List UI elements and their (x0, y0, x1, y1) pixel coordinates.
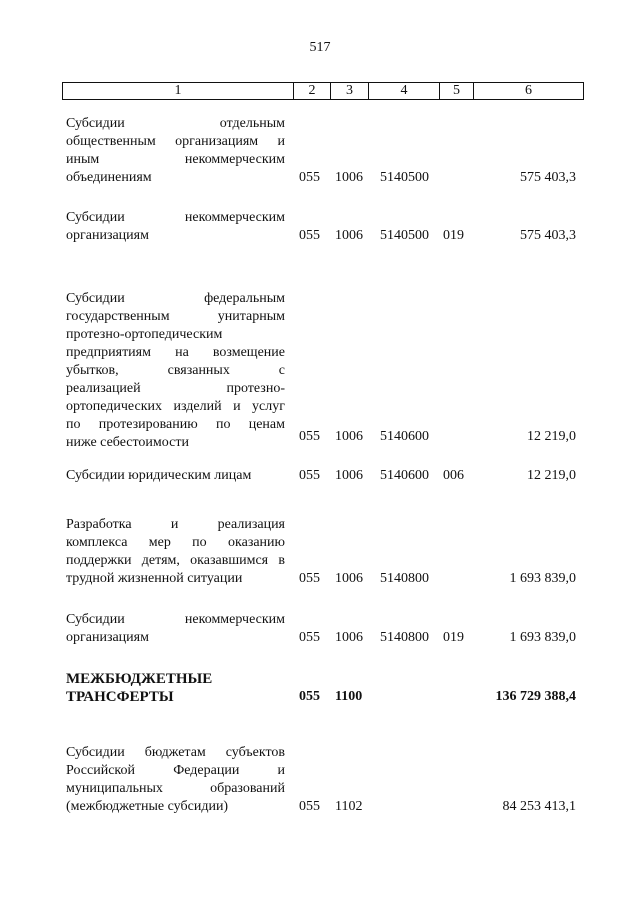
cell-section: 1006 (335, 228, 363, 243)
row-description (66, 209, 285, 245)
cell-target: 5140800 (380, 571, 429, 586)
description-line: по протезированию по ценам (66, 417, 285, 432)
header-col-6: 6 (525, 83, 532, 98)
description-line: комплекса мер по оказанию (66, 535, 285, 550)
description-line: реализацией протезно- (66, 381, 285, 396)
cell-section: 1102 (335, 799, 363, 814)
cell-ministry: 055 (299, 689, 320, 704)
cell-section: 1006 (335, 468, 363, 483)
description-line: ортопедических изделий и услуг (66, 399, 285, 414)
description-line: муниципальных образований (66, 781, 285, 796)
cell-amount: 12 219,0 (527, 468, 576, 483)
description-line: (межбюджетные субсидии) (66, 799, 229, 814)
row-description (66, 744, 285, 816)
section-title (66, 670, 285, 706)
description-line: организациям (66, 228, 149, 243)
cell-section: 1100 (335, 689, 363, 704)
cell-amount: 136 729 388,4 (495, 689, 576, 704)
description-line: государственным унитарным (66, 309, 285, 324)
cell-ministry: 055 (299, 468, 320, 483)
description-line: убытков, связанных с (66, 363, 285, 378)
description-line: Российской Федерации и (66, 763, 285, 778)
cell-target: 5140600 (380, 429, 429, 444)
description-line: Субсидии юридическим лицам (66, 468, 252, 483)
cell-section: 1006 (335, 429, 363, 444)
description-line: иным некоммерческим (66, 152, 285, 167)
row-description (66, 516, 285, 588)
header-col-4: 4 (369, 83, 440, 99)
header-col-5: 5 (440, 83, 474, 99)
cell-target: 5140500 (380, 228, 429, 243)
cell-ministry: 055 (299, 429, 320, 444)
cell-section: 1006 (335, 571, 363, 586)
cell-amount: 12 219,0 (527, 429, 576, 444)
description-line: объединениям (66, 170, 152, 185)
cell-ministry: 055 (299, 799, 320, 814)
row-description (66, 115, 285, 187)
description-line: общественным организациям и (66, 134, 285, 149)
description-line: Субсидии некоммерческим (66, 612, 285, 627)
cell-ministry: 055 (299, 630, 320, 645)
row-description (66, 290, 285, 452)
cell-amount: 575 403,3 (520, 170, 576, 185)
cell-expense-type: 019 (443, 228, 464, 243)
header-col-2: 2 (294, 83, 331, 99)
description-line: Субсидии отдельным (66, 116, 285, 131)
description-line: Разработка и реализация (66, 517, 285, 532)
cell-section: 1006 (335, 170, 363, 185)
cell-expense-type: 006 (443, 468, 464, 483)
cell-amount: 1 693 839,0 (509, 571, 576, 586)
description-line: Субсидии некоммерческим (66, 210, 285, 225)
description-line: Субсидии федеральным (66, 291, 285, 306)
cell-section: 1006 (335, 630, 363, 645)
description-line: МЕЖБЮДЖЕТНЫЕ (66, 671, 213, 687)
description-line: организациям (66, 630, 149, 645)
description-line: поддержки детям, оказавшимся в (66, 553, 285, 568)
cell-amount: 84 253 413,1 (502, 799, 576, 814)
cell-target: 5140600 (380, 468, 429, 483)
description-line: предприятиям на возмещение (66, 345, 285, 360)
cell-ministry: 055 (299, 228, 320, 243)
description-line: трудной жизненной ситуации (66, 571, 243, 586)
cell-amount: 1 693 839,0 (509, 630, 576, 645)
page-number: 517 (309, 40, 331, 55)
cell-target: 5140800 (380, 630, 429, 645)
row-description (66, 611, 285, 647)
cell-ministry: 055 (299, 571, 320, 586)
cell-amount: 575 403,3 (520, 228, 576, 243)
table-header (62, 82, 584, 100)
description-line: протезно-ортопедическим (66, 327, 223, 342)
header-col-3: 3 (331, 83, 369, 99)
description-line: Субсидии бюджетам субъектов (66, 745, 285, 760)
cell-ministry: 055 (299, 170, 320, 185)
description-line: ниже себестоимости (66, 435, 189, 450)
row-description (66, 467, 285, 485)
cell-expense-type: 019 (443, 630, 464, 645)
header-col-1: 1 (63, 83, 294, 99)
description-line: ТРАНСФЕРТЫ (66, 689, 174, 705)
cell-target: 5140500 (380, 170, 429, 185)
